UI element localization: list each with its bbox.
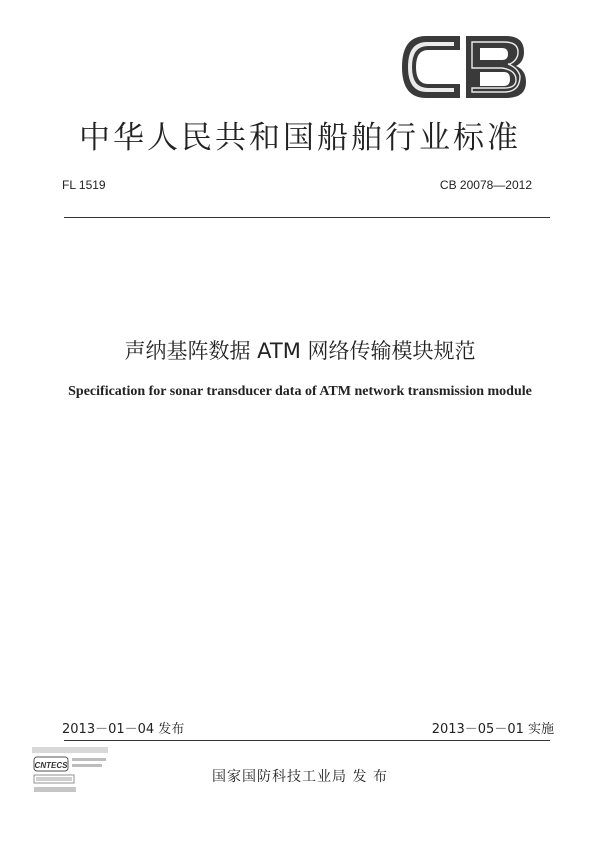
cb-logo xyxy=(398,30,528,104)
header-divider xyxy=(64,217,550,218)
cb-code: CB 20078—2012 xyxy=(439,178,532,192)
publisher: 国家国防科技工业局 发 布 xyxy=(212,769,388,785)
standard-title: 中华人民共和国船舶行业标准 xyxy=(79,120,521,156)
document-title-english: Specification for sonar transducer data of ATM network transmission module xyxy=(68,384,532,399)
issue-date: 2013－01－04 发布 xyxy=(62,722,185,737)
footer-divider xyxy=(64,740,550,741)
stamp-brand: CNTECS xyxy=(34,761,68,770)
document-title-chinese: 声纳基阵数据 ATM 网络传输模块规范 xyxy=(124,339,476,363)
implementation-date: 2013－05－01 实施 xyxy=(431,722,554,737)
fl-code: FL 1519 xyxy=(62,178,106,192)
